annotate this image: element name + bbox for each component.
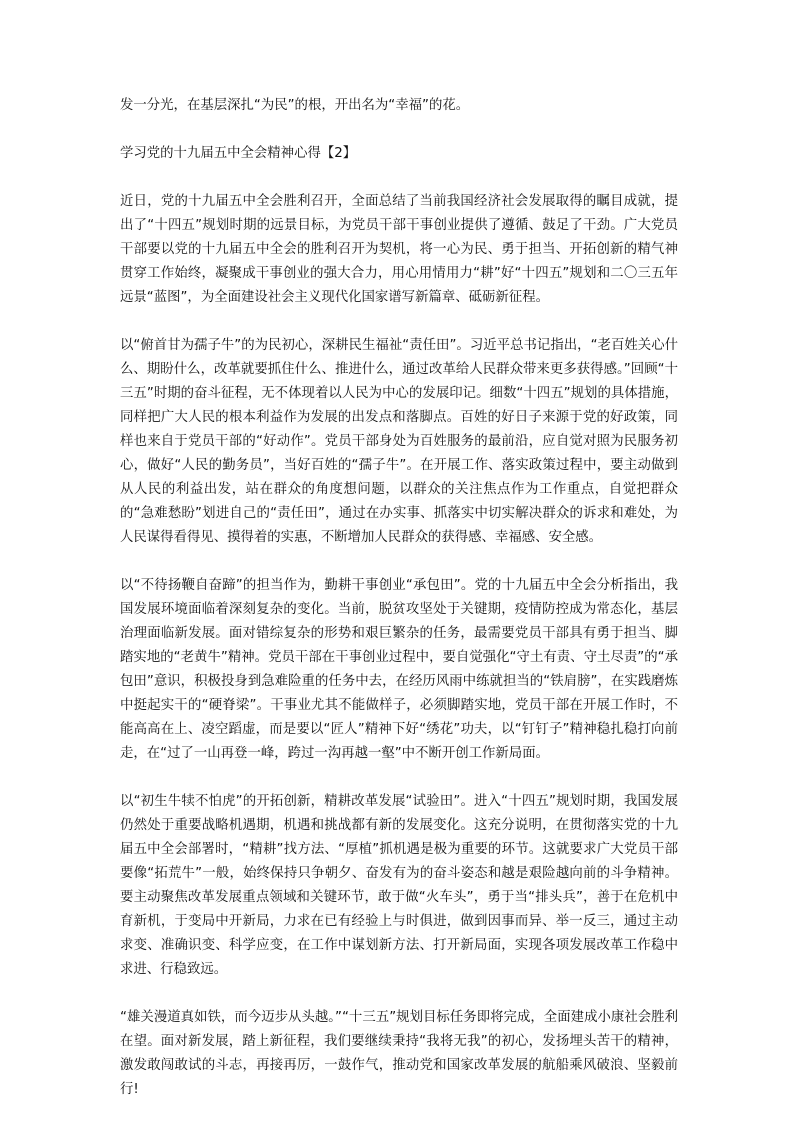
document-page <box>120 94 678 1126</box>
paragraph-2: 以“俯首甘为孺子牛”的为民初心，深耕民生福祉“责任田”。习近平总书记指出，“老百姓关心什么、期盼什么，改革就要抓住什么、推进什么，通过改革给人民群众带来更多获得感。”回顾“十三五”时期的奋斗征程，无不体现着以人民为中心的发展印记。细数“十四五”规划的具体措施，同样把广大人民的根本利益作为发展的出发点和落脚点。百姓的好日子来源于党的好政策，同样也来自于党员干部的“好动作”。党员干部身处为百姓服务的最前沿，应自觉对照为民服务初心，做好“人民的勤务员”，当好百姓的“孺子牛”。在开展工作、落实政策过程中，要主动做到从人民的利益出发，站在群众的角度想问题，以群众的关注焦点作为工作重点，自觉把群众的“急难愁盼”划进自己的“责任田”，通过在办实事、抓落实中切实解决群众的诉求和难处，为人民谋得看得见、摸得着的实惠，不断增加人民群众的获得感、幸福感、安全感。 <box>120 338 678 545</box>
paragraph-3: 以“不待扬鞭自奋蹄”的担当作为，勤耕干事创业“承包田”。党的十九届五中全会分析指出，我国发展环境面临着深刻复杂的变化。当前，脱贫攻坚处于关键期，疫情防控成为常态化，基层治理面临新发展。面对错综复杂的形势和艰巨繁杂的任务，最需要党员干部具有勇于担当、脚踏实地的“老黄牛”精神。党员干部在干事创业过程中，要自觉强化“守土有责、守土尽责”的“承包田”意识，积极投身到急难险重的任务中去，在经历风雨中练就担当的“铁肩膀”，在实践磨炼中挺起实干的“硬脊梁”。干事业尤其不能做样子，必须脚踏实地，党员干部在开展工作时，不能高高在上、凌空蹈虚，而是要以“匠人”精神下好“绣花”功夫，以“钉钉子”精神稳扎稳打向前走，在“过了一山再登一峰，跨过一沟再越一壑”中不断开创工作新局面。 <box>120 578 678 761</box>
paragraph-5: “雄关漫道真如铁，而今迈步从头越。”“十三五”规划目标任务即将完成，全面建成小康社会胜利在望。面对新发展，踏上新征程，我们要继续秉持“我将无我”的初心，发扬埋头苦干的精神，激发敢闯敢试的斗志，再接再厉，一鼓作气，推动党和国家改革发展的航船乘风破浪、坚毅前行! <box>120 1010 678 1097</box>
intro-fragment: 发一分光，在基层深扎“为民”的根，开出名为“幸福”的花。 <box>120 98 470 113</box>
paragraph-4: 以“初生牛犊不怕虎”的开拓创新，精耕改革发展“试验田”。进入“十四五”规划时期，我国发展仍然处于重要战略机遇期，机遇和挑战都有新的发展变化。这充分说明，在贯彻落实党的十九届五中全会部署时，“精耕”找方法、“厚植”抓机遇是极为重要的环节。这就要求广大党员干部要像“拓荒牛”一般，始终保持只争朝夕、奋发有为的奋斗姿态和越是艰险越向前的斗争精神。要主动聚焦改革发展重点领域和关键环节，敢于做“火车头”，勇于当“排头兵”，善于在危机中育新机，于变局中开新局，力求在已有经验上与时俱进，做到因事而异、举一反三，通过主动求变、准确识变、科学应变，在工作中谋划新方法、打开新局面，实现各项发展改革工作稳中求进、行稳致远。 <box>120 794 678 977</box>
section-title: 学习党的十九届五中全会精神心得【2】 <box>120 146 357 161</box>
paragraph-1: 近日，党的十九届五中全会胜利召开，全面总结了当前我国经济社会发展取得的瞩目成就，提出了“十四五”规划时期的远景目标，为党员干部干事创业提供了遵循、鼓足了干劲。广大党员干部要以党的十九届五中全会的胜利召开为契机，将一心为民、勇于担当、开拓创新的精气神贯穿工作始终，凝聚成干事创业的强大合力，用心用情用力“耕”好“十四五”规划和二〇三五年远景“蓝图”，为全面建设社会主义现代化国家谱写新篇章、砥砺新征程。 <box>120 194 678 305</box>
